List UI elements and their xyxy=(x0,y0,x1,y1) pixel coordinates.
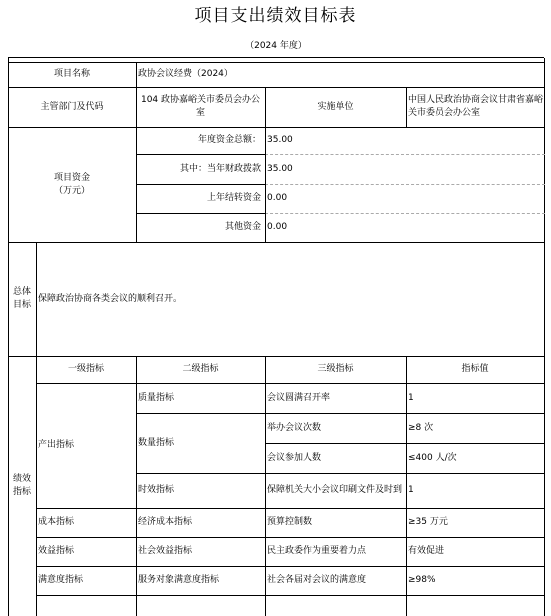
funds-label-line2: （万元） xyxy=(53,185,90,196)
cost-value: ≥35 万元 xyxy=(408,517,448,527)
indicators-label-line2: 指标 xyxy=(12,487,31,497)
page-title: 项目支出绩效目标表 xyxy=(194,6,357,26)
impl-value: 中国人民政治协商会议甘肃省嘉峪关市委员会办公室 xyxy=(408,95,544,118)
funds-label-line1: 项目资金 xyxy=(53,172,90,183)
header-level2: 二级指标 xyxy=(182,364,219,374)
header-level1: 一级指标 xyxy=(67,364,104,374)
table-row: 举办会议次数 xyxy=(267,422,322,433)
funds-other-value: 0.00 xyxy=(267,222,288,232)
year-subtitle: （2024 年度） xyxy=(8,34,544,58)
funds-total-value: 35.00 xyxy=(267,135,293,145)
quantity-level2: 数量指标 xyxy=(138,437,175,448)
satisfaction-level2: 服务对象满意度指标 xyxy=(138,575,220,585)
goal-label-line1: 总体 xyxy=(12,287,31,297)
indicators-section-label xyxy=(8,356,36,616)
goal-label-line2: 目标 xyxy=(12,300,31,310)
table-row-value: ≥8 次 xyxy=(408,422,434,433)
cost-level3: 预算控制数 xyxy=(267,517,313,527)
benefit-value: 有效促进 xyxy=(408,546,445,556)
header-value: 指标值 xyxy=(461,364,489,374)
benefit-level1: 效益指标 xyxy=(38,546,75,556)
funds-fiscal-label: 其中：当年财政拨款 xyxy=(179,163,261,174)
project-name-value: 政协会议经费（2024） xyxy=(138,69,233,79)
table-row-value: 1 xyxy=(408,485,414,495)
satisfaction-level3: 社会各届对会议的满意度 xyxy=(267,575,367,585)
timeliness-level2: 时效指标 xyxy=(138,485,175,495)
dept-value: 104 政协嘉峪关市委员会办公室 xyxy=(140,95,261,118)
satisfaction-value: ≥98% xyxy=(408,575,436,585)
funds-fiscal-value: 35.00 xyxy=(267,163,293,174)
cost-level2: 经济成本指标 xyxy=(138,517,193,527)
impl-label: 实施单位 xyxy=(317,101,354,112)
funds-carry-value: 0.00 xyxy=(267,193,288,203)
header-level3: 三级指标 xyxy=(317,364,354,374)
output-level1: 产出指标 xyxy=(38,440,75,450)
funds-total-label: 年度资金总额： xyxy=(197,135,261,145)
dept-label: 主管部门及代码 xyxy=(40,101,104,112)
project-name-label: 项目名称 xyxy=(53,69,90,79)
funds-carry-label: 上年结转资金 xyxy=(206,193,261,203)
benefit-level3: 民主政委作为重要着力点 xyxy=(267,546,367,556)
table-row-value: 1 xyxy=(408,392,414,403)
table-row-value: ≤400 人/次 xyxy=(408,452,457,463)
benefit-level2: 社会效益指标 xyxy=(138,546,193,556)
table-row: 会议圆满召开率 xyxy=(267,392,331,403)
table-row: 会议参加人数 xyxy=(267,452,322,463)
funds-label xyxy=(8,127,136,242)
cost-level1: 成本指标 xyxy=(38,517,75,527)
table-row: 保障机关大小会议印刷文件及时到 xyxy=(267,485,403,495)
quality-level2: 质量指标 xyxy=(138,392,175,403)
funds-other-label: 其他资金 xyxy=(224,222,261,232)
indicators-label-line1: 绩效 xyxy=(12,474,31,484)
goal-label xyxy=(8,242,36,356)
goal-text: 保障政治协商各类会议的顺利召开。 xyxy=(38,293,183,304)
satisfaction-level1: 满意度指标 xyxy=(38,575,84,585)
